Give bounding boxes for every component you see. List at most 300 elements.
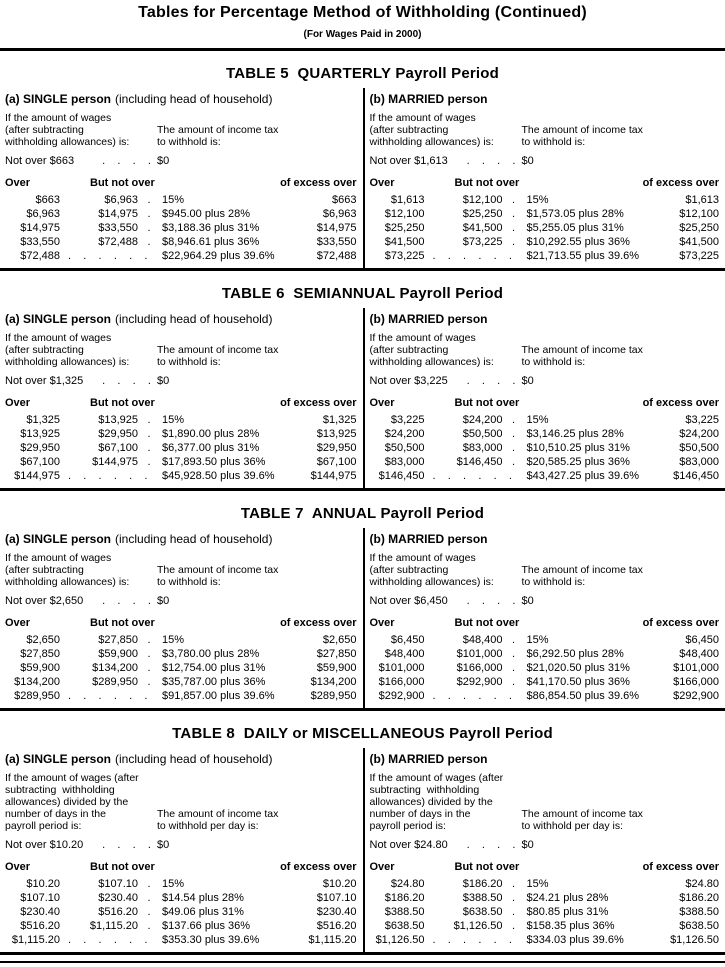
cell-dot-leader: . [511, 648, 516, 660]
not-over-line [370, 154, 720, 168]
wages-label [370, 552, 522, 588]
table-row [5, 633, 357, 647]
wages-label-line: If the amount of wages [369, 332, 476, 344]
header-of-excess-over: of excess over [280, 397, 357, 409]
table-row [370, 647, 720, 661]
header-over: Over [369, 861, 395, 873]
cell-dot-leader: . [511, 222, 516, 234]
cell-tax-formula: $334.03 plus 39.6% [526, 934, 624, 946]
cell-over: $83,000 [384, 456, 425, 468]
column-labels [5, 772, 357, 832]
not-over-left [370, 594, 522, 608]
wages-label-line: payroll period is: [369, 820, 446, 832]
cell-dot-leader: . . . . . . [68, 934, 148, 946]
wages-label-line: withholding allowances) is: [369, 356, 494, 368]
cell-of-excess-over: $1,126.50 [670, 934, 719, 946]
table-body [0, 308, 725, 488]
table-8-section [0, 724, 725, 955]
cell-but-not-over: $101,000 [456, 648, 503, 660]
wages-label-line: payroll period is: [5, 820, 82, 832]
wages-label-line: withholding allowances) is: [5, 576, 130, 588]
cell-but-not-over: $12,100 [462, 194, 503, 206]
wages-label-line: number of days in the [369, 808, 471, 820]
cell-dot-leader: . [511, 428, 516, 440]
cell-tax-formula: $1,890.00 plus 28% [162, 428, 260, 440]
cell-tax-formula: $80.85 plus 31% [526, 906, 609, 918]
cell-but-not-over: $67,100 [98, 442, 138, 454]
cell-of-excess-over: $663 [332, 194, 357, 206]
table-row [370, 193, 720, 207]
header-of-excess-over: of excess over [280, 617, 357, 629]
header-but-not-over: But not over [454, 617, 520, 629]
cell-of-excess-over: $12,100 [679, 208, 719, 220]
table-row [5, 891, 357, 905]
header-over: Over [369, 397, 395, 409]
table-row [370, 633, 720, 647]
cell-over: $638.50 [384, 920, 425, 932]
cell-but-not-over: $29,950 [98, 428, 138, 440]
header-over: Over [369, 617, 395, 629]
cell-dot-leader: . [147, 634, 151, 646]
tax-label [157, 124, 278, 148]
table-row [370, 221, 720, 235]
table-row [5, 469, 357, 483]
person-heading-rest: (including head of household) [115, 312, 273, 326]
wages-label-line: If the amount of wages [369, 112, 476, 124]
cell-of-excess-over: $50,500 [679, 442, 719, 454]
cell-tax-formula: 15% [526, 414, 549, 426]
cell-over: $25,250 [384, 222, 425, 234]
tax-label [157, 808, 278, 832]
cell-tax-formula: 15% [526, 878, 549, 890]
cell-but-not-over: $41,500 [462, 222, 503, 234]
cell-dot-leader: . [147, 892, 151, 904]
not-over-value: $0 [157, 375, 170, 387]
cell-of-excess-over: $73,225 [679, 250, 719, 262]
table-row [5, 661, 357, 675]
cell-over: $6,963 [26, 208, 60, 220]
person-heading-bold: (b) MARRIED person [369, 752, 488, 766]
not-over-line [370, 374, 720, 388]
not-over-value: $0 [157, 595, 170, 607]
cell-dot-leader: . [147, 222, 151, 234]
dot-leader: . . . . [466, 595, 516, 607]
cell-tax-formula: $3,146.25 plus 28% [526, 428, 624, 440]
cell-over: $230.40 [20, 906, 60, 918]
not-over-value: $0 [521, 839, 534, 851]
tax-label-line: to withhold is: [157, 136, 221, 148]
person-heading-rest: (including head of household) [115, 752, 273, 766]
header-spacer [519, 176, 642, 190]
cell-tax-formula: $35,787.00 plus 36% [162, 676, 266, 688]
header-over: Over [5, 861, 31, 873]
header-but-not-over: But not over [90, 397, 155, 409]
cell-over: $29,950 [20, 442, 60, 454]
cell-tax-formula: $3,188.36 plus 31% [162, 222, 260, 234]
cell-of-excess-over: $24.80 [685, 878, 719, 890]
table-row [370, 427, 720, 441]
wages-label-line: If the amount of wages [5, 552, 112, 564]
cell-tax-formula: $17,893.50 plus 36% [162, 456, 266, 468]
cell-of-excess-over: $1,613 [685, 194, 719, 206]
cell-dot-leader: . [147, 414, 151, 426]
cell-tax-formula: $1,573.05 plus 28% [526, 208, 624, 220]
table-6-column-single [0, 308, 363, 488]
header-but-not-over: But not over [90, 177, 155, 189]
cell-tax-formula: $158.35 plus 36% [526, 920, 615, 932]
tax-label [522, 124, 643, 148]
wages-label [5, 332, 157, 368]
tax-label-line: to withhold is: [157, 356, 221, 368]
cell-over: $1,115.20 [11, 934, 60, 946]
dot-leader: . . . . [102, 839, 151, 851]
cell-over: $663 [35, 194, 60, 206]
cell-tax-formula: $21,713.55 plus 39.6% [526, 250, 640, 262]
cell-over: $2,650 [26, 634, 60, 646]
not-over-left [370, 374, 522, 388]
cell-dot-leader: . [511, 634, 516, 646]
table-row [370, 413, 720, 427]
column-labels [5, 552, 357, 588]
not-over-label: Not over $6,450 [369, 595, 448, 607]
person-heading [5, 532, 357, 547]
person-heading [5, 92, 357, 107]
cell-but-not-over: $24,200 [462, 414, 503, 426]
cell-of-excess-over: $134,200 [310, 676, 357, 688]
cell-over: $289,950 [14, 690, 60, 702]
cell-of-excess-over: $144,975 [310, 470, 357, 482]
cell-dot-leader: . [147, 878, 151, 890]
cell-dot-leader: . [147, 456, 151, 468]
cell-dot-leader: . . . . . . [432, 690, 512, 702]
tax-label-line: The amount of income tax [157, 124, 279, 136]
table-7-section [0, 504, 725, 711]
not-over-left [5, 838, 157, 852]
cell-dot-leader: . [511, 208, 516, 220]
table-5-column-single [0, 88, 363, 268]
cell-tax-formula: $49.06 plus 31% [162, 906, 244, 918]
wages-label [5, 112, 157, 148]
cell-over: $144,975 [14, 470, 60, 482]
cell-tax-formula: $10,510.25 plus 31% [526, 442, 630, 454]
cell-over: $6,450 [390, 634, 425, 646]
cell-but-not-over: $134,200 [92, 662, 138, 674]
cell-over: $1,613 [390, 194, 425, 206]
cell-but-not-over: $638.50 [462, 906, 503, 918]
dot-leader: . . . . [102, 155, 151, 167]
table-row [5, 933, 357, 947]
cell-tax-formula: 15% [162, 878, 185, 890]
table-body [0, 748, 725, 952]
cell-dot-leader: . [147, 236, 151, 248]
cell-dot-leader: . [511, 456, 516, 468]
cell-over: $50,500 [384, 442, 425, 454]
table-title: TABLE 8 DAILY or MISCELLANEOUS Payroll Period [172, 725, 553, 742]
cell-over: $1,126.50 [375, 934, 425, 946]
header-over: Over [5, 177, 31, 189]
not-over-line [370, 594, 720, 608]
column-header-row [370, 396, 720, 410]
cell-over: $107.10 [20, 892, 60, 904]
cell-over: $134,200 [14, 676, 60, 688]
table-6-section [0, 284, 725, 491]
cell-dot-leader: . [147, 428, 151, 440]
header-of-excess-over: of excess over [280, 861, 357, 873]
header-but-not-over: But not over [90, 617, 155, 629]
wages-label-line: allowances) divided by the [369, 796, 493, 808]
cell-of-excess-over: $48,400 [679, 648, 719, 660]
cell-but-not-over: $230.40 [98, 892, 138, 904]
header-spacer [155, 176, 280, 190]
cell-but-not-over: $292,900 [456, 676, 503, 688]
column-labels [5, 332, 357, 368]
cell-tax-formula: $21,020.50 plus 31% [526, 662, 630, 674]
table-row [5, 235, 357, 249]
cell-dot-leader: . . . . . . [68, 250, 148, 262]
header-spacer [519, 616, 642, 630]
not-over-label: Not over $663 [5, 155, 75, 167]
table-7-column-single [0, 528, 363, 708]
cell-over: $12,100 [384, 208, 425, 220]
cell-but-not-over: $83,000 [462, 442, 503, 454]
header-spacer [519, 860, 642, 874]
wages-label-line: If the amount of wages (after [5, 772, 139, 784]
tax-label [522, 344, 643, 368]
column-labels [370, 332, 720, 368]
not-over-left [370, 154, 522, 168]
wages-label-line: subtracting withholding [369, 784, 480, 796]
tax-label [522, 564, 643, 588]
table-row [5, 413, 357, 427]
cell-over: $101,000 [378, 662, 425, 674]
cell-tax-formula: $14.54 plus 28% [162, 892, 244, 904]
table-row [5, 647, 357, 661]
table-row [370, 905, 720, 919]
table-row [370, 469, 720, 483]
wages-label [5, 772, 157, 832]
tax-label-line: The amount of income tax [157, 564, 279, 576]
cell-dot-leader: . [147, 676, 151, 688]
cell-tax-formula: 15% [162, 194, 185, 206]
cell-over: $146,450 [378, 470, 425, 482]
cell-of-excess-over: $1,115.20 [308, 934, 357, 946]
cell-tax-formula: $12,754.00 plus 31% [162, 662, 266, 674]
wages-label-line: (after subtracting [369, 124, 449, 136]
cell-of-excess-over: $638.50 [679, 920, 719, 932]
cell-dot-leader: . [511, 878, 516, 890]
not-over-line [5, 154, 357, 168]
wages-label-line: (after subtracting [5, 344, 84, 356]
not-over-left [5, 154, 157, 168]
cell-of-excess-over: $24,200 [679, 428, 719, 440]
cell-over: $67,100 [20, 456, 60, 468]
header-but-not-over: But not over [454, 397, 520, 409]
header-over: Over [369, 177, 395, 189]
table-row [370, 877, 720, 891]
cell-dot-leader: . [147, 208, 151, 220]
tax-label-line: to withhold per day is: [157, 820, 259, 832]
wages-label-line: (after subtracting [369, 564, 449, 576]
cell-over: $388.50 [384, 906, 425, 918]
tax-label-line: The amount of income tax [157, 344, 279, 356]
column-header-row [370, 860, 720, 874]
cell-dot-leader: . [511, 892, 516, 904]
cell-dot-leader: . [511, 442, 516, 454]
table-row [5, 207, 357, 221]
cell-over: $24.80 [390, 878, 425, 890]
cell-dot-leader: . [147, 906, 151, 918]
cell-dot-leader: . [511, 906, 516, 918]
person-heading [5, 312, 357, 327]
not-over-label: Not over $2,650 [5, 595, 84, 607]
cell-but-not-over: $25,250 [462, 208, 503, 220]
cell-dot-leader: . . . . . . [68, 690, 148, 702]
cell-dot-leader: . [511, 194, 516, 206]
cell-of-excess-over: $2,650 [322, 634, 357, 646]
dot-leader: . . . . [466, 155, 516, 167]
tax-label-line: to withhold is: [521, 576, 586, 588]
header-but-not-over: But not over [454, 861, 520, 873]
cell-but-not-over: $1,115.20 [89, 920, 138, 932]
person-heading-bold: (b) MARRIED person [369, 532, 488, 546]
dot-leader: . . . . [466, 839, 516, 851]
cell-of-excess-over: $107.10 [316, 892, 357, 904]
person-heading-bold: (a) SINGLE person [5, 752, 112, 766]
wages-label-line: withholding allowances) is: [369, 136, 494, 148]
column-header-row [5, 396, 357, 410]
cell-tax-formula: 15% [526, 634, 549, 646]
table-row [370, 919, 720, 933]
header-of-excess-over: of excess over [642, 861, 719, 873]
table-body [0, 88, 725, 268]
cell-of-excess-over: $516.20 [316, 920, 357, 932]
cell-over: $166,000 [378, 676, 425, 688]
cell-over: $10.20 [26, 878, 60, 890]
person-heading-rest: (including head of household) [115, 92, 273, 106]
cell-tax-formula: 15% [526, 194, 549, 206]
column-header-row [5, 860, 357, 874]
table-title: TABLE 5 QUARTERLY Payroll Period [225, 65, 500, 82]
cell-tax-formula: 15% [162, 414, 185, 426]
cell-over: $41,500 [384, 236, 425, 248]
cell-over: $292,900 [378, 690, 425, 702]
cell-of-excess-over: $27,850 [316, 648, 357, 660]
table-row [370, 441, 720, 455]
cell-dot-leader: . [511, 414, 516, 426]
not-over-value: $0 [157, 155, 170, 167]
cell-tax-formula: $43,427.25 plus 39.6% [526, 470, 640, 482]
column-header-row [5, 616, 357, 630]
header-of-excess-over: of excess over [642, 177, 719, 189]
cell-of-excess-over: $6,963 [322, 208, 357, 220]
table-row [5, 675, 357, 689]
table-8-column-single [0, 748, 363, 952]
cell-of-excess-over: $83,000 [679, 456, 719, 468]
wages-label-line: (after subtracting [5, 564, 84, 576]
header-over: Over [5, 617, 31, 629]
cell-but-not-over: $6,963 [104, 194, 138, 206]
header-spacer [155, 616, 280, 630]
cell-but-not-over: $388.50 [462, 892, 503, 904]
tax-label-line: to withhold is: [521, 136, 586, 148]
cell-tax-formula: $5,255.05 plus 31% [526, 222, 624, 234]
cell-over: $59,900 [20, 662, 60, 674]
page-subtitle: (For Wages Paid in 2000) [303, 29, 422, 40]
cell-tax-formula: $10,292.55 plus 36% [526, 236, 630, 248]
cell-but-not-over: $13,925 [98, 414, 138, 426]
cell-of-excess-over: $3,225 [685, 414, 719, 426]
cell-of-excess-over: $14,975 [316, 222, 357, 234]
table-row [5, 193, 357, 207]
cell-tax-formula: $137.66 plus 36% [162, 920, 251, 932]
not-over-left [5, 374, 157, 388]
cell-but-not-over: $48,400 [462, 634, 503, 646]
table-row [370, 661, 720, 675]
not-over-value: $0 [521, 375, 534, 387]
not-over-value: $0 [521, 155, 534, 167]
cell-over: $3,225 [390, 414, 425, 426]
not-over-label: Not over $1,613 [369, 155, 448, 167]
cell-tax-formula: $6,377.00 plus 31% [162, 442, 260, 454]
tax-label-line: to withhold is: [157, 576, 221, 588]
cell-of-excess-over: $166,000 [673, 676, 719, 688]
cell-of-excess-over: $101,000 [673, 662, 719, 674]
table-row [5, 905, 357, 919]
tax-label-line: The amount of income tax [521, 124, 643, 136]
cell-tax-formula: $6,292.50 plus 28% [526, 648, 624, 660]
table-7-column-married [363, 528, 725, 708]
cell-but-not-over: $146,450 [456, 456, 503, 468]
wages-label [5, 552, 157, 588]
table-5-section [0, 64, 725, 271]
header-of-excess-over: of excess over [280, 177, 357, 189]
header-of-excess-over: of excess over [642, 617, 719, 629]
cell-tax-formula: $353.30 plus 39.6% [162, 934, 260, 946]
column-header-row [370, 616, 720, 630]
table-row [5, 877, 357, 891]
cell-of-excess-over: $41,500 [679, 236, 719, 248]
table-row [370, 933, 720, 947]
header-divider [0, 48, 725, 51]
wages-label-line: withholding allowances) is: [5, 356, 130, 368]
column-labels [370, 772, 720, 832]
cell-but-not-over: $33,550 [98, 222, 138, 234]
table-row [370, 235, 720, 249]
cell-tax-formula: $945.00 plus 28% [162, 208, 251, 220]
cell-of-excess-over: $59,900 [316, 662, 357, 674]
wages-label [370, 112, 522, 148]
cell-of-excess-over: $292,900 [673, 690, 719, 702]
table-row [370, 207, 720, 221]
wages-label-line: withholding allowances) is: [369, 576, 494, 588]
tax-label-line: to withhold is: [521, 356, 586, 368]
page-title: Tables for Percentage Method of Withholding (Continued) [138, 4, 587, 21]
table-row [5, 249, 357, 263]
cell-over: $73,225 [384, 250, 425, 262]
wages-label-line: If the amount of wages [5, 332, 112, 344]
cell-over: $13,925 [20, 428, 60, 440]
column-labels [5, 112, 357, 148]
wages-label-line: If the amount of wages [5, 112, 112, 124]
cell-over: $516.20 [20, 920, 60, 932]
cell-but-not-over: $289,950 [92, 676, 138, 688]
cell-dot-leader: . . . . . . [432, 250, 512, 262]
cell-tax-formula: $45,928.50 plus 39.6% [162, 470, 275, 482]
table-6-column-married [363, 308, 725, 488]
wages-label-line: withholding allowances) is: [5, 136, 130, 148]
not-over-label: Not over $24.80 [369, 839, 448, 851]
cell-of-excess-over: $230.40 [316, 906, 357, 918]
